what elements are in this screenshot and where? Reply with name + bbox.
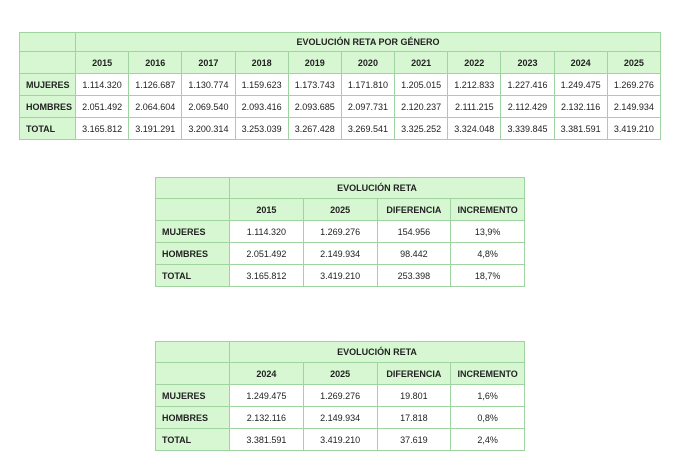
row-label: MUJERES bbox=[20, 74, 76, 96]
table-cell: 253.398 bbox=[377, 265, 451, 287]
table-cell: 1.159.623 bbox=[235, 74, 288, 96]
table-cell: 17.818 bbox=[377, 407, 451, 429]
column-header: 2024 bbox=[554, 52, 607, 74]
row-label: TOTAL bbox=[156, 265, 230, 287]
table-cell: 2.132.116 bbox=[230, 407, 304, 429]
table-cell: 3.324.048 bbox=[448, 118, 501, 140]
row-label: HOMBRES bbox=[20, 96, 76, 118]
table-cell: 2.051.492 bbox=[76, 96, 129, 118]
row-label: MUJERES bbox=[156, 385, 230, 407]
table-cell: 3.253.039 bbox=[235, 118, 288, 140]
table-cell: 18,7% bbox=[451, 265, 525, 287]
row-label: TOTAL bbox=[156, 429, 230, 451]
table-row bbox=[156, 265, 525, 287]
table-cell: 3.419.210 bbox=[303, 265, 377, 287]
table-cell: 1.249.475 bbox=[554, 74, 607, 96]
column-header: INCREMENTO bbox=[451, 363, 525, 385]
table-corner bbox=[156, 342, 230, 363]
table-row bbox=[20, 96, 661, 118]
table-cell: 1.114.320 bbox=[230, 221, 304, 243]
column-header: 2018 bbox=[235, 52, 288, 74]
table-cell: 1.114.320 bbox=[76, 74, 129, 96]
column-header: 2022 bbox=[448, 52, 501, 74]
table-cell: 4,8% bbox=[451, 243, 525, 265]
table-cell: 3.191.291 bbox=[129, 118, 182, 140]
row-label: MUJERES bbox=[156, 221, 230, 243]
table-cell: 3.381.591 bbox=[554, 118, 607, 140]
column-header: 2023 bbox=[501, 52, 554, 74]
column-header: DIFERENCIA bbox=[377, 199, 451, 221]
table-title: EVOLUCIÓN RETA bbox=[230, 342, 525, 363]
column-header: 2020 bbox=[341, 52, 394, 74]
table-cell: 2.064.604 bbox=[129, 96, 182, 118]
table-cell: 1.126.687 bbox=[129, 74, 182, 96]
table-cell: 1.205.015 bbox=[395, 74, 448, 96]
column-header: 2025 bbox=[607, 52, 660, 74]
column-header: 2024 bbox=[230, 363, 304, 385]
table-cell: 154.956 bbox=[377, 221, 451, 243]
column-header: 2021 bbox=[395, 52, 448, 74]
evolution-2015-2025-table bbox=[155, 177, 525, 287]
table-cell: 1.269.276 bbox=[303, 221, 377, 243]
table-cell: 3.200.314 bbox=[182, 118, 235, 140]
table-row bbox=[156, 243, 525, 265]
column-header: INCREMENTO bbox=[451, 199, 525, 221]
table-corner bbox=[156, 178, 230, 199]
table-cell: 2.120.237 bbox=[395, 96, 448, 118]
table-cell: 98.442 bbox=[377, 243, 451, 265]
table-cell: 1.171.810 bbox=[341, 74, 394, 96]
table-cell: 2.112.429 bbox=[501, 96, 554, 118]
table-cell: 2.149.934 bbox=[303, 407, 377, 429]
table-cell: 2.093.685 bbox=[288, 96, 341, 118]
column-header: 2015 bbox=[230, 199, 304, 221]
table-cell: 1.249.475 bbox=[230, 385, 304, 407]
table-row bbox=[20, 74, 661, 96]
table-cell: 1.269.276 bbox=[607, 74, 660, 96]
table-cell: 2.149.934 bbox=[303, 243, 377, 265]
table-cell: 1.269.276 bbox=[303, 385, 377, 407]
table-cell: 3.419.210 bbox=[607, 118, 660, 140]
row-label: HOMBRES bbox=[156, 407, 230, 429]
row-label: TOTAL bbox=[20, 118, 76, 140]
table-title: EVOLUCIÓN RETA bbox=[230, 178, 525, 199]
column-header: 2016 bbox=[129, 52, 182, 74]
table-corner bbox=[156, 363, 230, 385]
table-cell: 2.149.934 bbox=[607, 96, 660, 118]
table-cell: 2.051.492 bbox=[230, 243, 304, 265]
column-header: 2025 bbox=[303, 363, 377, 385]
column-header: 2025 bbox=[303, 199, 377, 221]
table-cell: 3.339.845 bbox=[501, 118, 554, 140]
column-header: DIFERENCIA bbox=[377, 363, 451, 385]
table-cell: 3.165.812 bbox=[76, 118, 129, 140]
table-cell: 2.111.215 bbox=[448, 96, 501, 118]
table-row bbox=[156, 407, 525, 429]
evolution-2024-2025-table bbox=[155, 341, 525, 451]
table-cell: 3.325.252 bbox=[395, 118, 448, 140]
table-row bbox=[156, 429, 525, 451]
column-header: 2019 bbox=[288, 52, 341, 74]
table-row bbox=[156, 385, 525, 407]
table-row bbox=[20, 118, 661, 140]
column-header: 2015 bbox=[76, 52, 129, 74]
gender-evolution-table bbox=[19, 32, 661, 140]
table-corner bbox=[20, 52, 76, 74]
table-cell: 2.097.731 bbox=[341, 96, 394, 118]
table-cell: 2,4% bbox=[451, 429, 525, 451]
row-label: HOMBRES bbox=[156, 243, 230, 265]
table-cell: 1.130.774 bbox=[182, 74, 235, 96]
table-cell: 2.093.416 bbox=[235, 96, 288, 118]
table-cell: 19.801 bbox=[377, 385, 451, 407]
table-corner bbox=[20, 33, 76, 52]
table-cell: 37.619 bbox=[377, 429, 451, 451]
table-cell: 1.173.743 bbox=[288, 74, 341, 96]
table-cell: 1.227.416 bbox=[501, 74, 554, 96]
table-cell: 2.069.540 bbox=[182, 96, 235, 118]
table-cell: 13,9% bbox=[451, 221, 525, 243]
table-cell: 3.269.541 bbox=[341, 118, 394, 140]
table-title: EVOLUCIÓN RETA POR GÉNERO bbox=[76, 33, 661, 52]
table-row bbox=[156, 221, 525, 243]
table-cell: 3.419.210 bbox=[303, 429, 377, 451]
table-cell: 0,8% bbox=[451, 407, 525, 429]
table-corner bbox=[156, 199, 230, 221]
table-cell: 3.381.591 bbox=[230, 429, 304, 451]
table-cell: 3.165.812 bbox=[230, 265, 304, 287]
column-header: 2017 bbox=[182, 52, 235, 74]
table-cell: 1.212.833 bbox=[448, 74, 501, 96]
table-cell: 3.267.428 bbox=[288, 118, 341, 140]
table-cell: 2.132.116 bbox=[554, 96, 607, 118]
table-cell: 1,6% bbox=[451, 385, 525, 407]
